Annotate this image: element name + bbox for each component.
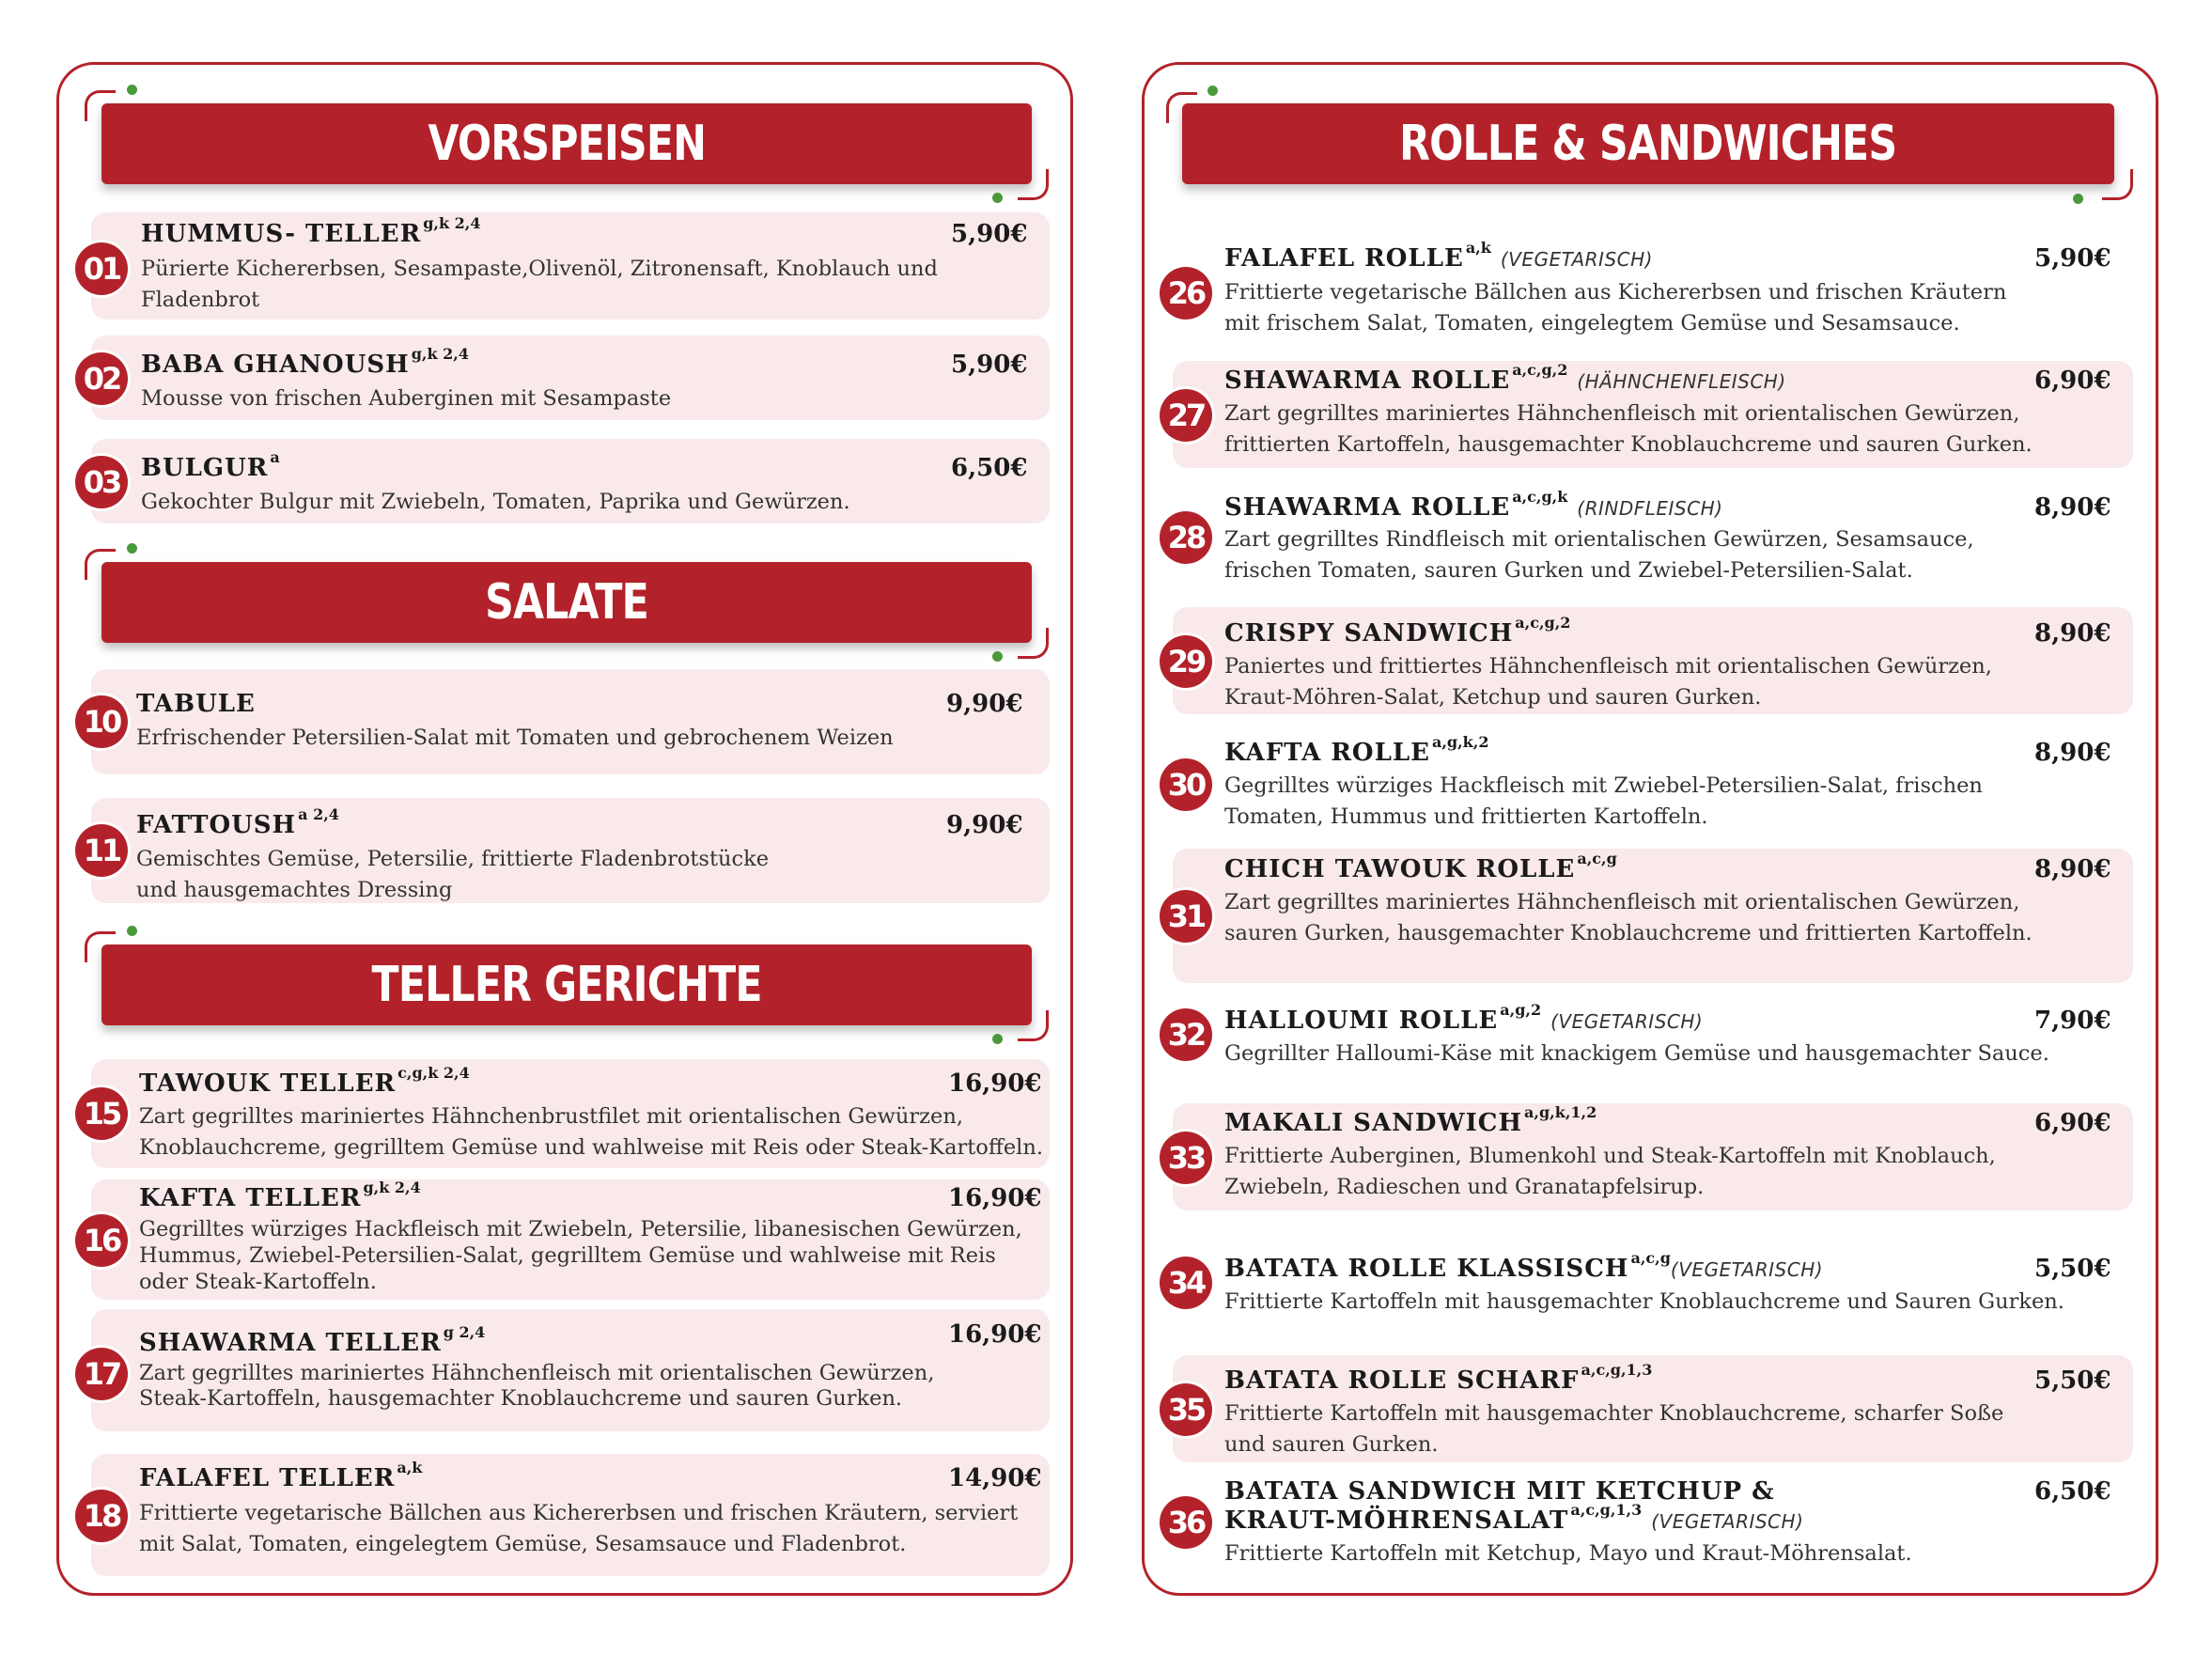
- item-title-line2: KRAUT-MÖHRENSALAT $^{a,c,g,1,3}$(VEGETARISCH): [1224, 1501, 1804, 1535]
- item-title: CRISPY SANDWICH $^{a,c,g,2}$: [1224, 614, 1571, 648]
- item-description: Zart gegrilltes mariniertes Hähnchenfleisch mit orientalischen Gewürzen, sauren Gurken, hausgemachter Knoblauchcreme und frittierten Kartoffeln.: [1224, 890, 2033, 945]
- item-note: (VEGETARISCH): [1651, 1510, 1804, 1533]
- item-number: 10: [75, 695, 128, 748]
- section-header-rolle: [1182, 103, 2114, 184]
- allergen-codes: a,c,g: [1577, 850, 1617, 867]
- menu-item: [91, 669, 1050, 774]
- item-price: 5,90€: [2034, 244, 2111, 273]
- item-price: 16,90€: [948, 1320, 1042, 1349]
- header-bracket-bottom: [1018, 169, 1049, 200]
- item-title: KAFTA TELLER $^{g,k 2,4}$: [139, 1179, 421, 1212]
- item-title: BATATA SANDWICH MIT KETCHUP &: [1224, 1477, 1775, 1506]
- item-number: 32: [1160, 1008, 1212, 1061]
- section-header-teller: [101, 945, 1032, 1025]
- item-description: Gekochter Bulgur mit Zwiebeln, Tomaten, Paprika und Gewürzen.: [141, 490, 850, 514]
- header-dot: [992, 1034, 1003, 1044]
- item-title: TABULE: [136, 690, 256, 718]
- item-price: 16,90€: [948, 1070, 1042, 1098]
- item-description: Frittierte vegetarische Bällchen aus Kichererbsen und frischen Kräutern, serviert mit Salat, Tomaten, eingelegtem Gemüse, Sesamsauce und Fladenbrot.: [139, 1501, 1019, 1556]
- allergen-codes: a,k: [1465, 239, 1491, 257]
- item-title: BATATA ROLLE KLASSISCH $^{a,c,g}$(VEGETARISCH): [1224, 1249, 1824, 1283]
- item-number: 34: [1160, 1257, 1212, 1309]
- item-description: Frittierte Auberginen, Blumenkohl und Steak-Kartoffeln mit Knoblauch, Zwiebeln, Radieschen und Granatapfelsirup.: [1224, 1144, 1996, 1199]
- item-note: (VEGETARISCH): [1550, 1010, 1704, 1033]
- header-dot: [2073, 194, 2083, 204]
- header-bracket-bottom: [2102, 169, 2133, 200]
- item-description: Paniertes und frittiertes Hähnchenfleisch mit orientalischen Gewürzen, Kraut-Möhren-Salat, Ketchup und sauren Gurken.: [1224, 654, 1992, 710]
- header-dot: [127, 543, 137, 554]
- item-price: 8,90€: [2034, 739, 2111, 767]
- allergen-codes: a: [270, 448, 280, 466]
- header-bracket-bottom: [1018, 628, 1049, 659]
- item-title: CHICH TAWOUK ROLLE $^{a,c,g}$: [1224, 850, 1617, 883]
- item-number: 33: [1160, 1132, 1212, 1184]
- allergen-codes: a,c,g,1,3: [1570, 1501, 1643, 1519]
- item-title: SHAWARMA ROLLE $^{a,c,g,k}$(RINDFLEISCH): [1224, 488, 1723, 522]
- item-price: 6,90€: [2034, 367, 2111, 395]
- allergen-codes: a,c,g,2: [1515, 614, 1571, 632]
- item-title: TAWOUK TELLER $^{c,g,k 2,4}$: [139, 1064, 470, 1098]
- section-header-vorspeisen: [101, 103, 1032, 184]
- item-price: 6,90€: [2034, 1109, 2111, 1137]
- item-number: 31: [1160, 890, 1212, 943]
- allergen-codes: a,c,g,2: [1512, 361, 1568, 379]
- item-number: 27: [1160, 389, 1212, 442]
- item-title: SHAWARMA TELLER $^{g 2,4}$: [139, 1323, 486, 1357]
- item-number: 29: [1160, 635, 1212, 688]
- item-title: SHAWARMA ROLLE $^{a,c,g,2}$(HÄHNCHENFLEISCH): [1224, 361, 1786, 395]
- item-note: (VEGETARISCH): [1670, 1258, 1824, 1281]
- allergen-codes: g,k 2,4: [423, 214, 481, 232]
- item-description: Frittierte Kartoffeln mit Ketchup, Mayo und Kraut-Möhrensalat.: [1224, 1541, 1912, 1566]
- item-description: Gegrilltes würziges Hackfleisch mit Zwiebel-Petersilien-Salat, frischen Tomaten, Hummus und frittierten Kartoffeln.: [1224, 773, 1983, 829]
- item-description: Erfrischender Petersilien-Salat mit Tomaten und gebrochenem Weizen: [136, 726, 894, 750]
- item-title: FATTOUSH $^{a 2,4}$: [136, 805, 339, 839]
- item-title: FALAFEL ROLLE $^{a,k}$(VEGETARISCH): [1224, 239, 1653, 273]
- item-number: 17: [75, 1348, 128, 1400]
- item-price: 5,90€: [951, 220, 1028, 248]
- item-number: 28: [1160, 511, 1212, 564]
- item-description: Zart gegrilltes mariniertes Hähnchenbrustfilet mit orientalischen Gewürzen, Knoblauchcreme, gegrilltem Gemüse und wahlweise mit Reis oder Steak-Kartoffeln.: [139, 1104, 1043, 1160]
- header-dot: [992, 193, 1003, 203]
- item-number: 02: [75, 352, 128, 405]
- allergen-codes: g,k 2,4: [411, 345, 469, 363]
- item-title: BATATA ROLLE SCHARF $^{a,c,g,1,3}$: [1224, 1361, 1653, 1395]
- item-price: 16,90€: [948, 1184, 1042, 1212]
- item-price: 8,90€: [2034, 493, 2111, 522]
- section-title: TELLER GERICHTE: [371, 957, 762, 1013]
- allergen-codes: a,c,g,k: [1512, 488, 1568, 506]
- allergen-codes: c,g,k 2,4: [397, 1064, 470, 1082]
- item-title: BABA GHANOUSH $^{g,k 2,4}$: [141, 345, 469, 379]
- allergen-codes: a,k: [397, 1459, 423, 1476]
- item-note: (VEGETARISCH): [1500, 248, 1653, 271]
- item-description: Pürierte Kichererbsen, Sesampaste,Olivenöl, Zitronensaft, Knoblauch und Fladenbrot: [141, 257, 938, 312]
- header-dot: [992, 651, 1003, 662]
- allergen-codes: a,c,g,1,3: [1581, 1361, 1653, 1379]
- item-description: Mousse von frischen Auberginen mit Sesampaste: [141, 386, 672, 411]
- item-price: 7,90€: [2034, 1007, 2111, 1035]
- item-description: Frittierte vegetarische Bällchen aus Kichererbsen und frischen Kräutern mit frischem Salat, Tomaten, eingelegtem Gemüse und Sesamsauce.: [1224, 280, 2007, 336]
- allergen-codes: a,g,k,1,2: [1524, 1103, 1597, 1121]
- item-description: Gemischtes Gemüse, Petersilie, frittierte Fladenbrotstücke und hausgemachtes Dressing: [136, 847, 770, 902]
- item-price: 5,90€: [951, 351, 1028, 379]
- section-title: ROLLE & SANDWICHES: [1399, 116, 1897, 172]
- item-price: 5,50€: [2034, 1255, 2111, 1283]
- item-price: 6,50€: [2034, 1477, 2111, 1506]
- header-dot: [127, 926, 137, 936]
- header-dot: [1207, 86, 1218, 96]
- section-title: SALATE: [485, 574, 648, 631]
- allergen-codes: a,g,k,2: [1431, 733, 1489, 751]
- item-number: 35: [1160, 1383, 1212, 1436]
- header-bracket-bottom: [1018, 1010, 1049, 1041]
- item-number: 26: [1160, 267, 1212, 320]
- item-number: 16: [75, 1214, 128, 1267]
- allergen-codes: a,c,g: [1630, 1249, 1671, 1267]
- allergen-codes: a 2,4: [298, 805, 339, 823]
- allergen-codes: g,k 2,4: [363, 1179, 421, 1196]
- item-description: Frittierte Kartoffeln mit hausgemachter Knoblauchcreme und Sauren Gurken.: [1224, 1289, 2064, 1314]
- item-description: Gegrilltes würziges Hackfleisch mit Zwiebeln, Petersilie, libanesischen Gewürzen, Hummus, Zwiebel-Petersilien-Salat, gegrilltem Gemüse und wahlweise mit Reis oder Steak-Kartoffeln.: [139, 1217, 1022, 1294]
- item-title: BULGUR $^a$: [141, 448, 280, 482]
- item-number: 15: [75, 1087, 128, 1140]
- item-number: 30: [1160, 758, 1212, 811]
- item-title: FALAFEL TELLER $^{a,k}$: [139, 1459, 423, 1492]
- item-description: Zart gegrilltes Rindfleisch mit orientalischen Gewürzen, Sesamsauce, frischen Tomaten, sauren Gurken und Zwiebel-Petersilien-Salat.: [1224, 527, 1974, 583]
- item-description: Gegrillter Halloumi-Käse mit knackigem Gemüse und hausgemachter Sauce.: [1224, 1041, 2049, 1066]
- item-number: 36: [1160, 1496, 1212, 1549]
- item-number: 01: [75, 242, 128, 295]
- item-note: (HÄHNCHENFLEISCH): [1577, 370, 1786, 393]
- item-description: Zart gegrilltes mariniertes Hähnchenfleisch mit orientalischen Gewürzen, Steak-Kartoffeln, hausgemachter Knoblauchcreme und sauren Gurken.: [139, 1361, 935, 1411]
- item-title: MAKALI SANDWICH $^{a,g,k,1,2}$: [1224, 1103, 1597, 1137]
- item-price: 9,90€: [946, 690, 1023, 718]
- item-number: 11: [75, 824, 128, 877]
- item-title: HUMMUS- TELLER $^{g,k 2,4}$: [141, 214, 481, 248]
- item-price: 8,90€: [2034, 619, 2111, 648]
- item-description: Frittierte Kartoffeln mit hausgemachter Knoblauchcreme, scharfer Soße und sauren Gurken.: [1224, 1401, 2004, 1457]
- header-dot: [127, 85, 137, 95]
- item-price: 9,90€: [946, 811, 1023, 839]
- item-price: 5,50€: [2034, 1366, 2111, 1395]
- item-title: HALLOUMI ROLLE $^{a,g,2}$(VEGETARISCH): [1224, 1001, 1704, 1035]
- item-note: (RINDFLEISCH): [1577, 497, 1723, 520]
- item-price: 6,50€: [951, 454, 1028, 482]
- section-title: VORSPEISEN: [428, 116, 706, 172]
- allergen-codes: a,g,2: [1500, 1001, 1542, 1019]
- item-description: Zart gegrilltes mariniertes Hähnchenfleisch mit orientalischen Gewürzen, frittierten Kartoffeln, hausgemachter Knoblauchcreme und sauren Gurken.: [1224, 401, 2033, 457]
- allergen-codes: g 2,4: [443, 1323, 486, 1341]
- section-header-salate: [101, 562, 1032, 643]
- item-title: KAFTA ROLLE $^{a,g,k,2}$: [1224, 733, 1489, 767]
- item-price: 14,90€: [948, 1464, 1042, 1492]
- item-number: 03: [75, 456, 128, 508]
- item-price: 8,90€: [2034, 855, 2111, 883]
- item-number: 18: [75, 1490, 128, 1542]
